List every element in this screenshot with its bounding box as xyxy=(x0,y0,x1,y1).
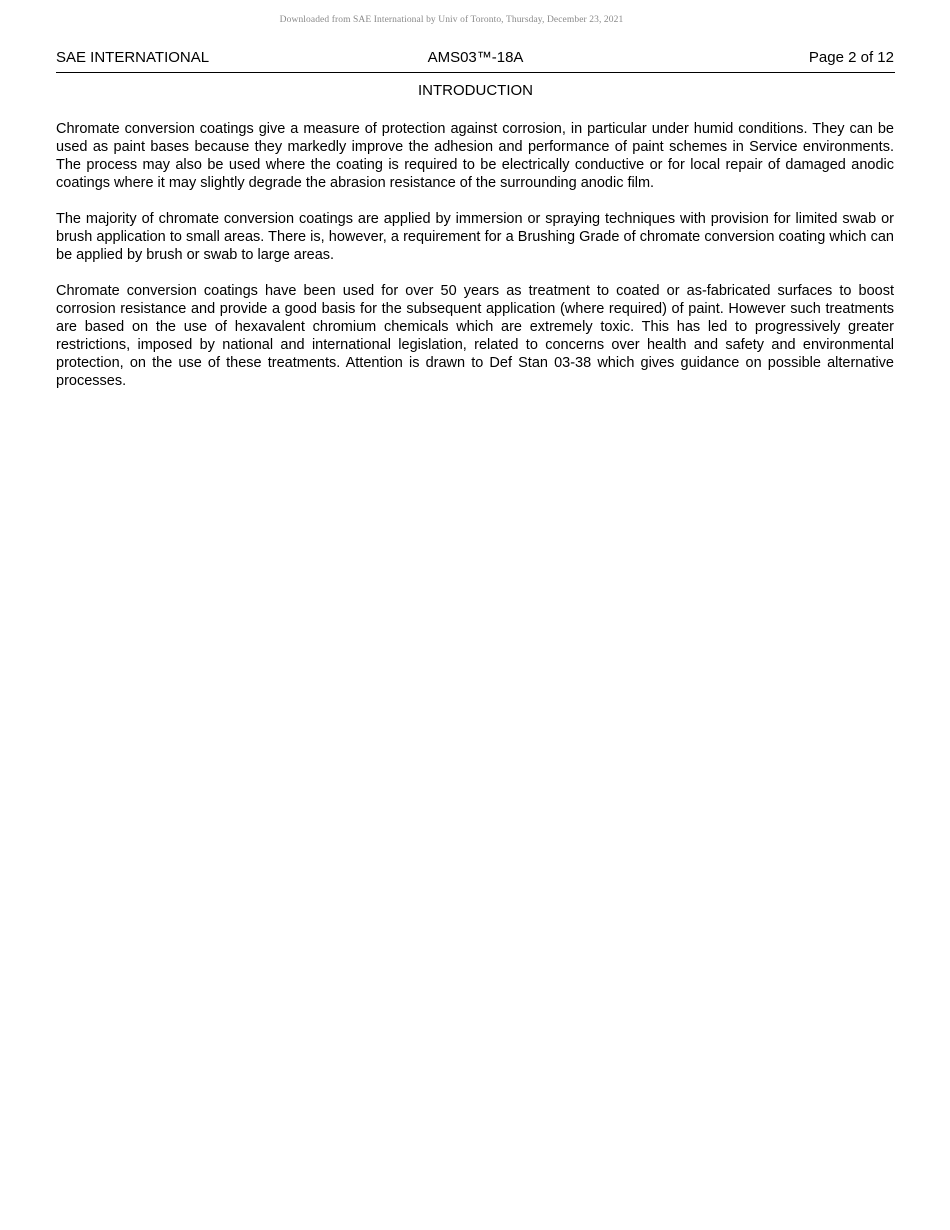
organization-name: SAE INTERNATIONAL xyxy=(56,49,210,66)
page-number: Page 2 of 12 xyxy=(808,49,894,66)
page-header xyxy=(56,49,895,73)
paragraph: Chromate conversion coatings have been used for over 50 years as treatment to coated or as-fabricated surfaces to boost corrosion resistance and provide a good basis for the subsequent application (where required) of paint. However such treatments are based on the use of hexavalent chromium chemicals which are extremely toxic. This has led to progressively greater restrictions, imposed by national and international legislation, related to concerns over health and safety and environmental protection, on the use of these treatments. Attention is drawn to Def Stan 03-38 which gives guidance on possible alternative processes. xyxy=(56,283,894,389)
document-number: AMS03™-18A xyxy=(427,49,524,66)
paragraph: The majority of chromate conversion coatings are applied by immersion or spraying techniques with provision for limited swab or brush application to small areas. There is, however, a requirement for a Brushing Grade of chromate conversion coating which can be applied by brush or swab to large areas. xyxy=(56,211,894,263)
download-watermark: Downloaded from SAE International by Univ of Toronto, Thursday, December 23, 2021 xyxy=(279,15,624,25)
section-title: INTRODUCTION xyxy=(418,82,533,99)
section-body xyxy=(56,120,894,408)
paragraph: Chromate conversion coatings give a measure of protection against corrosion, in particular under humid conditions. They can be used as paint bases because they markedly improve the adhesion and performance of paint schemes in Service environments. The process may also be used where the coating is required to be electrically conductive or for local repair of damaged anodic coatings where it may slightly degrade the abrasion resistance of the surrounding anodic film. xyxy=(56,121,894,191)
